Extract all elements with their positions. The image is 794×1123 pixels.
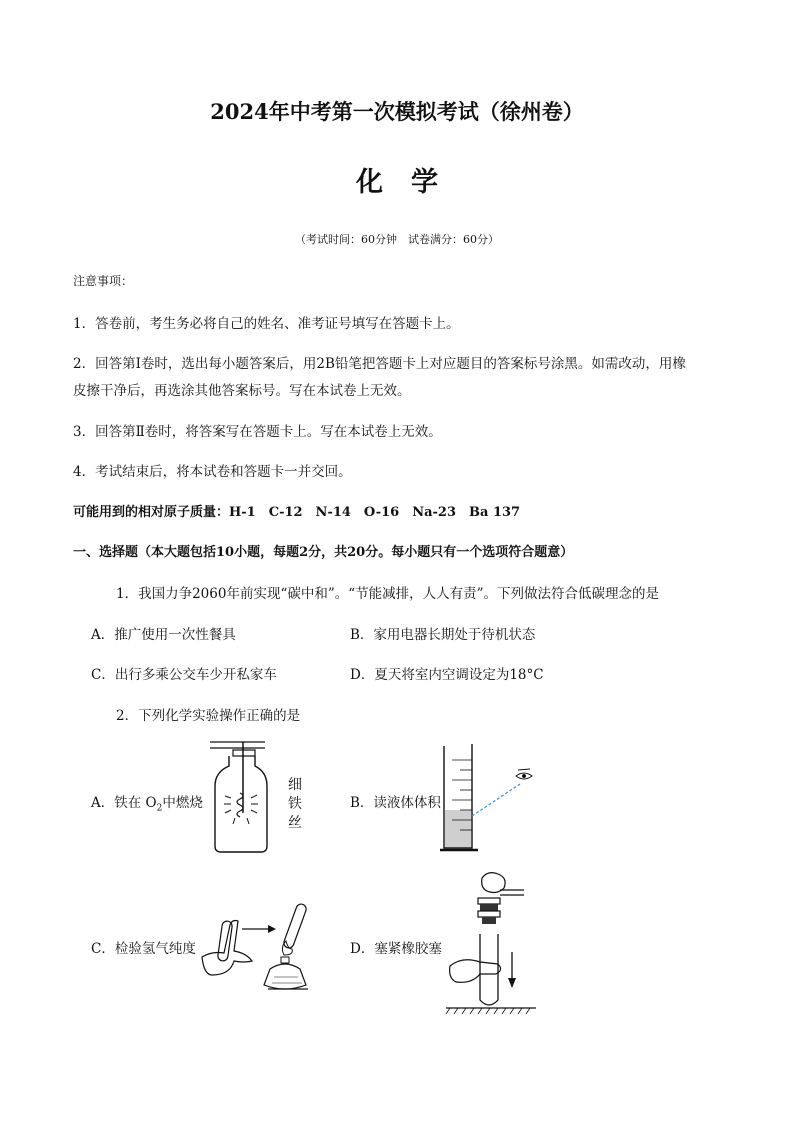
q2-option-c: C．检验氢气纯度 [91, 941, 196, 957]
notice-heading: 注意事项： [73, 274, 134, 288]
notice-item-1: 1．答卷前，考生务必将自己的姓名、准考证号填写在答题卡上。 [73, 316, 460, 332]
notice-item-2-cont: 皮擦干净后，再选涂其他答案标号。写在本试卷上无效。 [73, 383, 411, 399]
figure-a-label-3: 丝 [288, 815, 302, 831]
notice-item-2: 2．回答第Ⅰ卷时，选出每小题答案后，用2B铅笔把答题卡上对应题目的答案标号涂黑。如需改动，用橡 [73, 356, 686, 372]
figure-a-label-1: 细 [288, 777, 302, 793]
q1-option-b: B．家用电器长期处于待机状态 [350, 627, 536, 643]
notice-item-3: 3．回答第Ⅱ卷时，将答案写在答题卡上。写在本试卷上无效。 [73, 424, 442, 440]
atomic-masses: 可能用到的相对原子质量：H-1 C-12 N-14 O-16 Na-23 Ba 137 [73, 505, 521, 520]
figure-a-label [288, 776, 302, 833]
q2-option-d: D．塞紧橡胶塞 [350, 941, 442, 957]
q2-option-a-sub: 2 [156, 803, 163, 814]
q2-option-a [91, 791, 203, 814]
exam-info: （考试时间：60分钟 试卷满分：60分） [295, 233, 499, 246]
notice-item-4: 4．考试结束后，将本试卷和答题卡一并交回。 [73, 464, 352, 480]
subject-title: 化学 [356, 167, 466, 198]
figure-rubber-stopper [440, 868, 550, 1016]
q1-option-d: D．夏天将室内空调设定为18°C [350, 667, 544, 683]
q2-option-a-text: A．铁在 O [91, 795, 157, 811]
q1-option-c: C．出行多乘公交车少开私家车 [91, 667, 277, 683]
q1-stem: 1．我国力争2060年前实现“碳中和”。“节能减排，人人有责”。下列做法符合低碳理念的是 [116, 586, 660, 602]
section-heading: 一、选择题（本大题包括10小题，每题2分，共20分。每小题只有一个选项符合题意） [73, 545, 574, 560]
figure-hydrogen-test [198, 897, 328, 997]
q2-option-b: B．读液体体积 [350, 795, 441, 811]
q2-option-a-text2: 中燃烧 [162, 795, 203, 811]
exam-title: 2024年中考第一次模拟考试（徐州卷） [210, 99, 584, 124]
figure-read-volume [438, 740, 548, 858]
q1-option-a: A．推广使用一次性餐具 [91, 627, 236, 643]
q2-stem: 2．下列化学实验操作正确的是 [116, 708, 301, 724]
figure-a-label-2: 铁 [288, 796, 302, 812]
